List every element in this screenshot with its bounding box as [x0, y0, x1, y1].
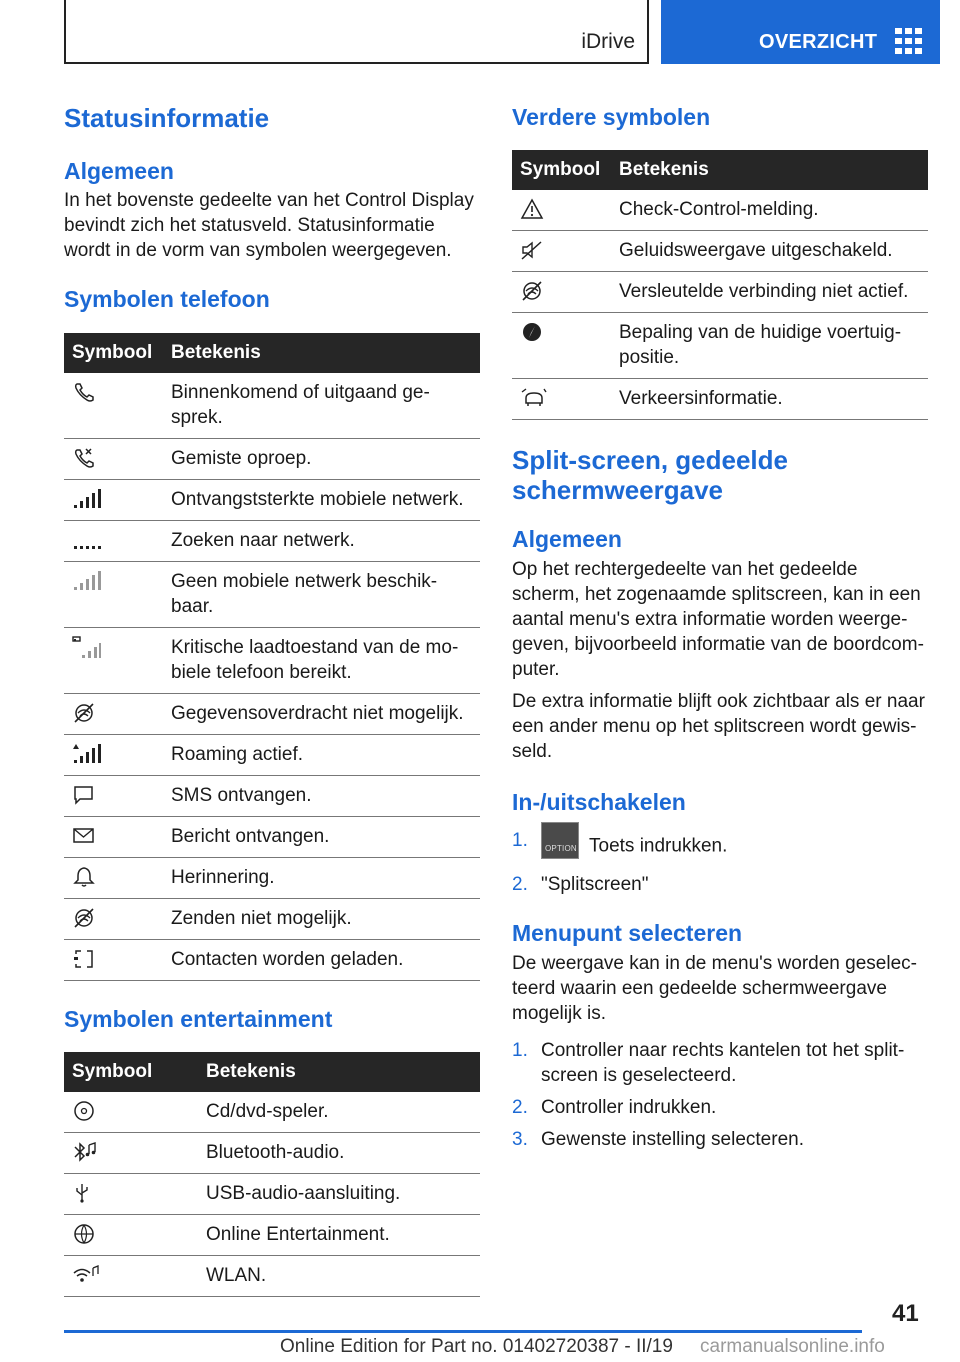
- table-row: [512, 230, 928, 271]
- row-meaning: Bluetooth-audio.: [198, 1132, 480, 1173]
- heading-menupunt-selecteren: Menupunt selecteren: [512, 920, 743, 947]
- right-column: [512, 100, 928, 1159]
- row-meaning: SMS ontvangen.: [163, 776, 480, 817]
- contacts-loading-icon: [72, 948, 155, 970]
- battery-low-icon: [72, 636, 155, 660]
- heading-verdere-symbolen: Verdere symbolen: [512, 104, 711, 130]
- sms-icon: [72, 784, 155, 806]
- row-meaning: Check-Control-melding.: [611, 190, 928, 231]
- table-row: [64, 858, 480, 899]
- row-meaning: USB-audio-aansluiting.: [198, 1173, 480, 1214]
- col-symbool: Symbool: [64, 1052, 198, 1092]
- row-meaning: Zoeken naar netwerk.: [163, 521, 480, 562]
- table-row: [64, 940, 480, 981]
- row-meaning: Roaming actief.: [163, 735, 480, 776]
- step-number: 2.: [512, 1097, 528, 1118]
- step-number: 1.: [512, 830, 528, 852]
- header-idrive-label: iDrive: [581, 30, 635, 53]
- row-meaning: Versleutelde verbinding niet actief.: [611, 271, 928, 312]
- col-betekenis: Betekenis: [611, 150, 928, 190]
- table-row: [64, 521, 480, 562]
- grid-menu-icon: [895, 28, 923, 54]
- table-row: [64, 735, 480, 776]
- left-column: [64, 100, 480, 1297]
- col-betekenis: Betekenis: [163, 333, 480, 373]
- no-network-icon: [72, 570, 155, 592]
- page-number: 41: [892, 1300, 919, 1327]
- general-paragraph: In het bovenste gedeelte van het Control Display bevindt zich het statusveld. Statusinformatie wordt in de vorm van symbolen weergegeven.: [64, 190, 474, 262]
- row-meaning: Contacten worden geladen.: [163, 940, 480, 981]
- option-button-label: OPTION: [545, 844, 577, 854]
- row-meaning: Geen mobiele netwerk beschik-baar.: [163, 562, 480, 628]
- table-row: [64, 1255, 480, 1296]
- step-number: 2.: [512, 874, 528, 896]
- traffic-info-icon: [520, 387, 603, 409]
- menu-steps: [512, 1038, 928, 1152]
- row-meaning: Cd/dvd-speler.: [198, 1092, 480, 1133]
- step-number: 3.: [512, 1129, 528, 1150]
- col-symbool: Symbool: [512, 150, 611, 190]
- split-paragraph-2: De extra informatie blijft ook zichtbaar als er naar een ander menu op het splitscreen wordt gewis-seld.: [512, 690, 925, 762]
- entertainment-symbols-table: [64, 1052, 480, 1297]
- list-item: [512, 1038, 928, 1088]
- table-row: [64, 1214, 480, 1255]
- table-row: [64, 899, 480, 940]
- row-meaning: WLAN.: [198, 1255, 480, 1296]
- signal-strength-icon: [72, 488, 155, 510]
- table-row: [64, 776, 480, 817]
- row-meaning: Verkeersinformatie.: [611, 378, 928, 419]
- heading-symbolen-telefoon: Symbolen telefoon: [64, 286, 270, 313]
- section-title-split-screen: Split-screen, gedeelde schermweergave: [512, 444, 788, 505]
- row-meaning: Geluidsweergave uitgeschakeld.: [611, 230, 928, 271]
- position-arrow-icon: [520, 321, 603, 343]
- menu-paragraph: De weergave kan in de menu's worden geselec-teerd waarin een gedeelde schermweergave mogelijk is.: [512, 953, 917, 1024]
- table-row: [512, 190, 928, 231]
- bluetooth-audio-icon: [72, 1141, 190, 1163]
- row-meaning: Gemiste oproep.: [163, 439, 480, 480]
- table-row: [512, 378, 928, 419]
- more-symbols-table: [512, 150, 928, 420]
- onoff-steps: [512, 828, 928, 897]
- section-title-statusinformatie: Statusinformatie: [64, 103, 270, 133]
- step-text: Toets indrukken.: [589, 835, 728, 857]
- missed-call-icon: [72, 447, 155, 469]
- header-left-tab[interactable]: [64, 0, 649, 64]
- step-text: Controller naar rechts kantelen tot het split-screen is geselecteerd.: [541, 1040, 905, 1086]
- table-row: [64, 562, 480, 628]
- step-number: 1.: [512, 1040, 528, 1061]
- row-meaning: Ontvangststerkte mobiele netwerk.: [163, 480, 480, 521]
- option-button[interactable]: [541, 822, 579, 859]
- message-icon: [72, 825, 155, 847]
- network-search-icon: [72, 529, 155, 551]
- heading-in-uitschakelen: In-/uitschakelen: [512, 788, 686, 815]
- col-symbool: Symbool: [64, 333, 163, 373]
- usb-icon: [72, 1182, 190, 1204]
- row-meaning: Kritische laadtoestand van de mo-biele telefoon bereikt.: [163, 628, 480, 694]
- list-item: [512, 1127, 928, 1152]
- row-meaning: Herinnering.: [163, 858, 480, 899]
- reminder-bell-icon: [72, 866, 155, 888]
- row-meaning: Online Entertainment.: [198, 1214, 480, 1255]
- table-row: [64, 1173, 480, 1214]
- mute-icon: [520, 239, 603, 261]
- wlan-icon: [72, 1264, 190, 1286]
- table-row: [64, 694, 480, 735]
- edition-note: Online Edition for Part no. 01402720387 - II/19: [280, 1336, 673, 1357]
- table-row: [64, 439, 480, 480]
- heading-symbolen-entertainment: Symbolen entertainment: [64, 1006, 333, 1032]
- heading-algemeen: Algemeen: [64, 157, 174, 184]
- table-row: [64, 817, 480, 858]
- col-betekenis: Betekenis: [198, 1052, 480, 1092]
- step-text: Gewenste instelling selecteren.: [541, 1129, 804, 1150]
- row-meaning: Bericht ontvangen.: [163, 817, 480, 858]
- list-item: [512, 828, 928, 865]
- overview-button[interactable]: [661, 0, 940, 64]
- table-row: [64, 1132, 480, 1173]
- watermark: carmanualsonline.info: [700, 1336, 885, 1357]
- online-entertainment-icon: [72, 1223, 190, 1245]
- footer-divider: [64, 1330, 862, 1333]
- no-data-icon: [72, 702, 155, 724]
- phone-call-icon: [72, 381, 155, 403]
- phone-symbols-table: [64, 333, 480, 981]
- split-paragraph-1: Op het rechtergedeelte van het gedeelde scherm, het zogenaamde splitscreen, kan in een aantal menu's extra informatie worden weerge-geven, bijvoorbeeld informatie van de boordcom-puter.: [512, 558, 924, 680]
- send-blocked-icon: [72, 907, 155, 929]
- row-meaning: Zenden niet mogelijk.: [163, 899, 480, 940]
- table-row: [512, 271, 928, 312]
- table-row: [64, 1092, 480, 1133]
- encryption-off-icon: [520, 280, 603, 302]
- table-row: [64, 373, 480, 439]
- overview-label: OVERZICHT: [759, 31, 878, 53]
- row-meaning: Binnenkomend of uitgaand ge-sprek.: [163, 373, 480, 439]
- cd-dvd-icon: [72, 1100, 190, 1122]
- table-row: [64, 480, 480, 521]
- row-meaning: Bepaling van de huidige voertuig-positie.: [611, 312, 928, 378]
- step-text: "Splitscreen": [541, 874, 649, 896]
- table-row: [512, 312, 928, 378]
- row-meaning: Gegevensoverdracht niet mogelijk.: [163, 694, 480, 735]
- roaming-icon: [72, 743, 155, 765]
- step-text: Controller indrukken.: [541, 1097, 717, 1118]
- warning-triangle-icon: [520, 198, 603, 220]
- table-row: [64, 628, 480, 694]
- heading-algemeen-split: Algemeen: [512, 525, 622, 552]
- list-item: [512, 872, 928, 897]
- list-item: [512, 1095, 928, 1120]
